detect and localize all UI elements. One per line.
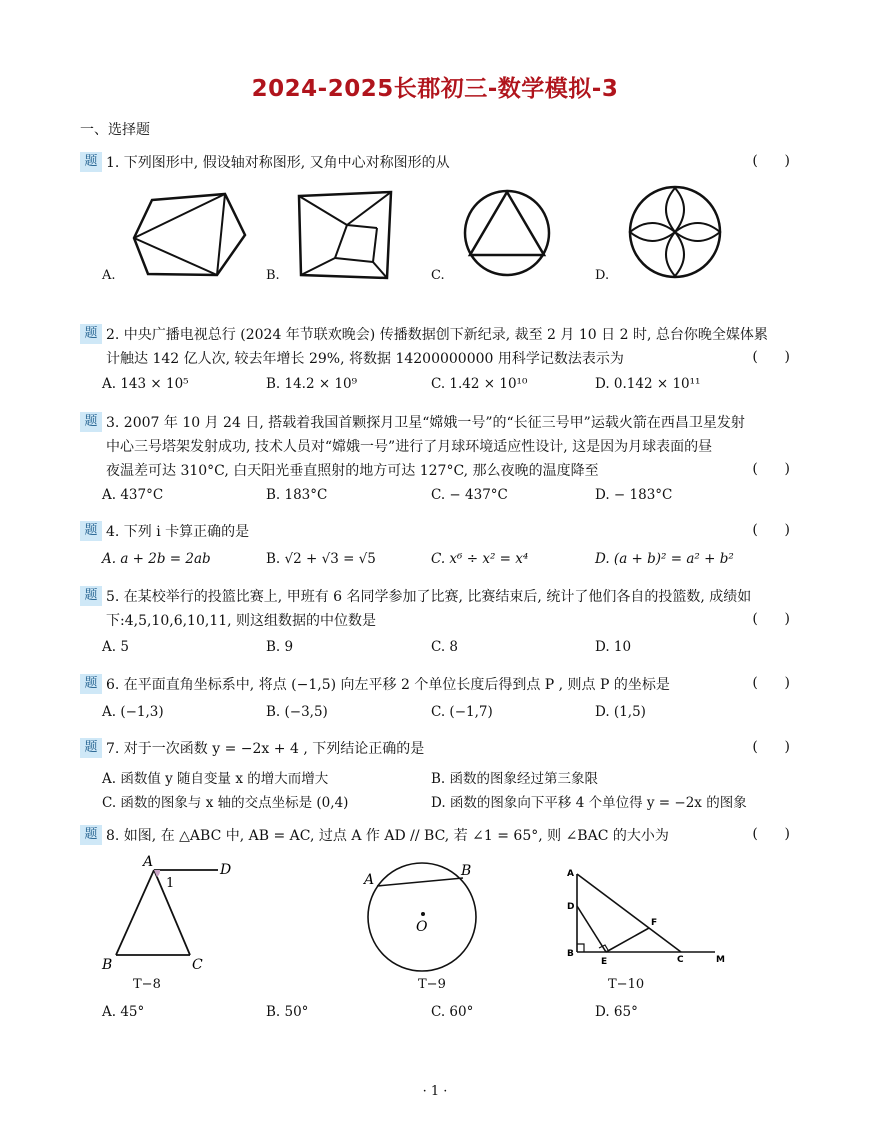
- label-a: A: [143, 854, 154, 870]
- option-a[interactable]: A. 143 × 10⁵: [102, 376, 189, 392]
- option-d[interactable]: D. (1,5): [595, 704, 646, 720]
- option-b[interactable]: B. 14.2 × 10⁹: [266, 376, 358, 392]
- section-heading: 一、选择题: [80, 122, 150, 138]
- label-f: F: [651, 918, 658, 928]
- label-b: B: [102, 957, 113, 973]
- option-a[interactable]: A. 45°: [102, 1004, 145, 1020]
- figure-caption-t8: T−8: [133, 977, 161, 992]
- question-text-line-2: 中心三号塔架发射成功, 技术人员对“嫦娥一号”进行了月球环境适应性设计, 这是因为月球表面的昼: [106, 439, 713, 455]
- option-c[interactable]: C. 函数的图象与 x 轴的交点坐标是 (0,4): [102, 795, 349, 811]
- question-badge: 题: [80, 152, 102, 172]
- answer-blank: ( ): [752, 611, 790, 627]
- question-text-line-1: 2. 中央广播电视总行 (2024 年节联欢晚会) 传播数据创下新纪录, 裁至 2 月 10 日 2 时, 总台你晚全媒体累: [106, 327, 768, 343]
- figure-caption-t9: T−9: [418, 977, 446, 992]
- page-title: 2024-2025长郡初三-数学模拟-3: [251, 76, 619, 102]
- option-c[interactable]: C. 8: [431, 639, 459, 655]
- option-d[interactable]: D. 函数的图象向下平移 4 个单位得 y = −2x 的图象: [431, 795, 747, 811]
- label-d: D: [220, 862, 232, 878]
- question-badge: 题: [80, 586, 102, 606]
- option-c[interactable]: C. 1.42 × 10¹⁰: [431, 376, 528, 392]
- option-c[interactable]: C. x⁶ ÷ x² = x⁴: [431, 551, 529, 567]
- option-b[interactable]: B. (−3,5): [266, 704, 328, 720]
- option-b[interactable]: B. √2 + √3 = √5: [266, 551, 376, 567]
- label-d: D: [567, 902, 575, 912]
- option-b[interactable]: B. 9: [266, 639, 294, 655]
- answer-blank: ( ): [752, 675, 790, 691]
- answer-blank: ( ): [752, 739, 790, 755]
- figure-caption-t10: T−10: [608, 977, 645, 992]
- figure-circle-triangle: [460, 188, 555, 278]
- question-text: 7. 对于一次函数 y = −2x + 4 , 下列结论正确的是: [106, 741, 425, 757]
- option-b[interactable]: B. 函数的图象经过第三象限: [431, 771, 599, 787]
- answer-blank: ( ): [752, 826, 790, 842]
- question-text: 4. 下列 i 卡算正确的是: [106, 524, 250, 540]
- page-number: · 1 ·: [422, 1084, 448, 1099]
- option-b[interactable]: B. 183°C: [266, 487, 328, 503]
- option-a[interactable]: A. 函数值 y 随自变量 x 的增大而增大: [102, 771, 329, 787]
- figure-t10: [563, 862, 738, 972]
- option-a[interactable]: A.: [102, 268, 116, 283]
- option-d[interactable]: D. 0.142 × 10¹¹: [595, 376, 701, 392]
- label-b: B: [567, 949, 574, 959]
- option-a[interactable]: A. 437°C: [102, 487, 164, 503]
- option-d[interactable]: D. 10: [595, 639, 632, 655]
- figure-square: [295, 190, 395, 280]
- question-badge: 题: [80, 521, 102, 541]
- label-e: E: [601, 957, 608, 967]
- figure-t9: [355, 855, 485, 975]
- option-c[interactable]: C. 60°: [431, 1004, 474, 1020]
- option-c[interactable]: C. − 437°C: [431, 487, 508, 503]
- question-badge: 题: [80, 412, 102, 432]
- label-c: C: [677, 955, 684, 965]
- question-text-line-1: 3. 2007 年 10 月 24 日, 搭载着我国首颗探月卫星“嫦娥一号”的“长征三号甲”运载火箭在西昌卫星发射: [106, 415, 745, 431]
- answer-blank: ( ): [752, 153, 790, 169]
- question-text: 1. 下列图形中, 假设轴对称图形, 又角中心对称图形的从: [106, 155, 450, 171]
- label-a: A: [567, 869, 574, 879]
- answer-blank: ( ): [752, 349, 790, 365]
- question-badge: 题: [80, 825, 102, 845]
- option-c[interactable]: C.: [431, 268, 445, 283]
- figure-circle-petals: [625, 185, 725, 280]
- question-text-line-2: 下:4,5,10,6,10,11, 则这组数据的中位数是: [106, 613, 377, 629]
- option-a[interactable]: A. (−1,3): [102, 704, 164, 720]
- label-angle-1: 1: [166, 876, 175, 891]
- option-a[interactable]: A. a + 2b = 2ab: [102, 551, 211, 567]
- question-badge: 题: [80, 324, 102, 344]
- answer-blank: ( ): [752, 461, 790, 477]
- label-b: B: [461, 863, 472, 879]
- label-m: M: [716, 955, 725, 965]
- figure-t8: [100, 852, 250, 977]
- question-badge: 题: [80, 738, 102, 758]
- label-a: A: [364, 872, 375, 888]
- answer-blank: ( ): [752, 522, 790, 538]
- option-d[interactable]: D. (a + b)² = a² + b²: [595, 551, 734, 567]
- option-c[interactable]: C. (−1,7): [431, 704, 493, 720]
- option-d[interactable]: D. − 183°C: [595, 487, 673, 503]
- question-text-line-2: 计触达 142 亿人次, 较去年增长 29%, 将数据 14200000000 用科学记数法表示为: [106, 351, 624, 367]
- option-b[interactable]: B.: [266, 268, 280, 283]
- label-o: O: [416, 919, 428, 935]
- label-c: C: [192, 957, 203, 973]
- option-d[interactable]: D.: [595, 268, 610, 283]
- option-b[interactable]: B. 50°: [266, 1004, 309, 1020]
- option-a[interactable]: A. 5: [102, 639, 129, 655]
- question-text-line-1: 5. 在某校举行的投篮比赛上, 甲班有 6 名同学参加了比赛, 比赛结束后, 统计了他们各自的投篮数, 成绩如: [106, 589, 752, 605]
- question-text-line-3: 夜温差可达 310°C, 白天阳光垂直照射的地方可达 127°C, 那么夜晚的温度降至: [106, 463, 599, 479]
- question-text: 8. 如图, 在 △ABC 中, AB = AC, 过点 A 作 AD // BC, 若 ∠1 = 65°, 则 ∠BAC 的大小为: [106, 828, 669, 844]
- question-text: 6. 在平面直角坐标系中, 将点 (−1,5) 向左平移 2 个单位长度后得到点 P , 则点 P 的坐标是: [106, 677, 670, 693]
- option-d[interactable]: D. 65°: [595, 1004, 638, 1020]
- figure-hexagon: [130, 190, 250, 280]
- question-badge: 题: [80, 674, 102, 694]
